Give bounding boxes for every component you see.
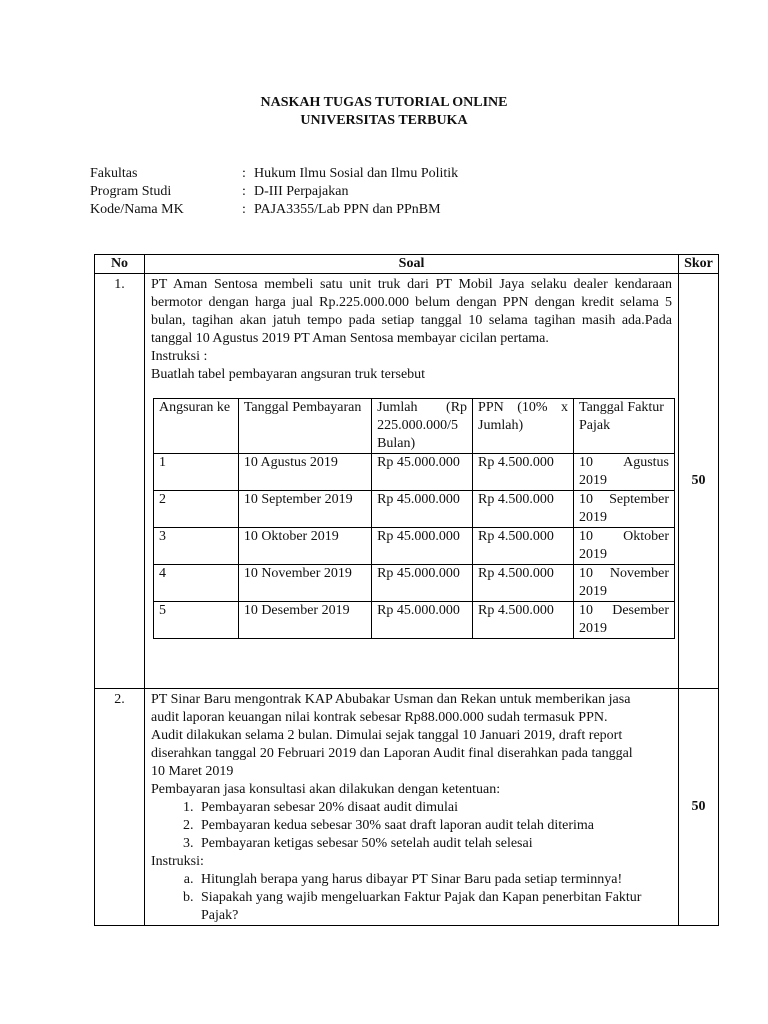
question-text-line: diserahkan tanggal 20 Februari 2019 dan Laporan Audit final diserahkan pada tanggal — [151, 746, 633, 761]
meta-colon: : — [242, 166, 246, 181]
payment-item: 2. Pembayaran kedua sebesar 30% saat draft laporan audit telah diterima — [197, 817, 672, 835]
meta-row-kode-mk — [90, 201, 458, 219]
installment-table — [153, 398, 675, 639]
question-number: 2. — [95, 689, 145, 926]
score-value: 50 — [679, 689, 719, 926]
installment-cell: Rp 4.500.000 — [473, 454, 574, 491]
question-row-1 — [95, 274, 719, 689]
question-number: 1. — [95, 274, 145, 689]
payment-intro: Pembayaran jasa konsultasi akan dilakukan dengan ketentuan: — [151, 782, 501, 797]
installment-header-row — [154, 399, 675, 454]
installment-cell: 10 Agustus 2019 — [574, 454, 675, 491]
title-line-1: NASKAH TUGAS TUTORIAL ONLINE — [260, 95, 508, 110]
installment-cell: 10 Agustus 2019 — [238, 454, 371, 491]
installment-cell: 5 — [154, 602, 239, 639]
instruction-label: Instruksi: — [151, 854, 204, 869]
instruction-text: Buatlah tabel pembayaran angsuran truk tersebut — [151, 367, 426, 382]
installment-header-cell: Angsuran ke — [154, 399, 239, 454]
header-soal: Soal — [145, 255, 679, 274]
question-text-line: audit laporan keuangan nilai kontrak sebesar Rp88.000.000 sudah termasuk PPN. — [151, 710, 608, 725]
installment-cell: Rp 4.500.000 — [473, 565, 574, 602]
question-table-header — [95, 255, 719, 274]
meta-label: Fakultas — [90, 166, 138, 181]
question-text: PT Aman Sentosa membeli satu unit truk dari PT Mobil Jaya selaku dealer kendaraan bermotor dengan harga jual Rp.225.000.000 belum dengan PPN dengan kredit selama 5 bulan, tagihan akan jatuh tempo pada setiap tanggal 10 selama tagihan masih ada.Pada tanggal 10 Agustus 2019 PT Aman Sentosa membayar cicilan pertama. — [151, 277, 672, 346]
meta-value: PAJA3355/Lab PPN dan PPnBM — [254, 202, 441, 217]
installment-row — [154, 491, 675, 528]
installment-cell: 10 September 2019 — [574, 491, 675, 528]
question-text-line: PT Sinar Baru mengontrak KAP Abubakar Usman dan Rekan untuk memberikan jasa — [151, 692, 631, 707]
meta-row-fakultas — [90, 165, 458, 183]
installment-header-cell: Tanggal Pembayaran — [238, 399, 371, 454]
question-table — [94, 254, 719, 926]
meta-label: Program Studi — [90, 184, 172, 199]
installment-cell: Rp 45.000.000 — [372, 491, 473, 528]
installment-cell: Rp 4.500.000 — [473, 528, 574, 565]
installment-header-cell: PPN (10% x Jumlah) — [473, 399, 574, 454]
score-value: 50 — [679, 274, 719, 689]
instruction-label: Instruksi : — [151, 349, 208, 364]
instruction-list — [151, 871, 672, 925]
installment-header-cell: Tanggal Faktur Pajak — [574, 399, 675, 454]
installment-cell: 10 Oktober 2019 — [574, 528, 675, 565]
installment-cell: Rp 45.000.000 — [372, 565, 473, 602]
header-skor: Skor — [679, 255, 719, 274]
installment-row — [154, 454, 675, 491]
title-line-2: UNIVERSITAS TERBUKA — [300, 113, 468, 128]
installment-cell: 4 — [154, 565, 239, 602]
instruction-item: b. Siapakah yang wajib mengeluarkan Faktur Pajak dan Kapan penerbitan Faktur Pajak? — [197, 889, 672, 925]
installment-cell: Rp 45.000.000 — [372, 602, 473, 639]
installment-cell: 10 November 2019 — [574, 565, 675, 602]
installment-cell: 3 — [154, 528, 239, 565]
installment-cell: Rp 45.000.000 — [372, 454, 473, 491]
installment-cell: 10 September 2019 — [238, 491, 371, 528]
header-no: No — [95, 255, 145, 274]
payment-item: 1. Pembayaran sebesar 20% disaat audit dimulai — [197, 799, 672, 817]
installment-cell: 10 Desember 2019 — [238, 602, 371, 639]
installment-row — [154, 602, 675, 639]
installment-cell: 10 Oktober 2019 — [238, 528, 371, 565]
meta-colon: : — [242, 184, 246, 199]
meta-colon: : — [242, 202, 246, 217]
meta-value: Hukum Ilmu Sosial dan Ilmu Politik — [254, 166, 459, 181]
installment-cell: 10 November 2019 — [238, 565, 371, 602]
meta-row-program-studi — [90, 183, 458, 201]
instruction-item: a. Hitunglah berapa yang harus dibayar PT Sinar Baru pada setiap terminnya! — [197, 871, 672, 889]
document-title — [0, 94, 768, 130]
installment-row — [154, 528, 675, 565]
installment-cell: 2 — [154, 491, 239, 528]
installment-header-cell: Jumlah (Rp 225.000.000/5 Bulan) — [372, 399, 473, 454]
question-text-line: Audit dilakukan selama 2 bulan. Dimulai sejak tanggal 10 Januari 2019, draft report — [151, 728, 623, 743]
meta-label: Kode/Nama MK — [90, 202, 184, 217]
installment-cell: 1 — [154, 454, 239, 491]
installment-cell: 10 Desember 2019 — [574, 602, 675, 639]
installment-cell: Rp 4.500.000 — [473, 491, 574, 528]
payment-item: 3. Pembayaran ketigas sebesar 50% setelah audit telah selesai — [197, 835, 672, 853]
course-info — [90, 165, 458, 219]
question-body — [145, 689, 679, 926]
question-row-2 — [95, 689, 719, 926]
question-text-line: 10 Maret 2019 — [151, 764, 234, 779]
question-body — [145, 274, 679, 689]
installment-cell: Rp 4.500.000 — [473, 602, 574, 639]
installment-cell: Rp 45.000.000 — [372, 528, 473, 565]
meta-value: D-III Perpajakan — [254, 184, 349, 199]
payment-list — [151, 799, 672, 853]
installment-row — [154, 565, 675, 602]
